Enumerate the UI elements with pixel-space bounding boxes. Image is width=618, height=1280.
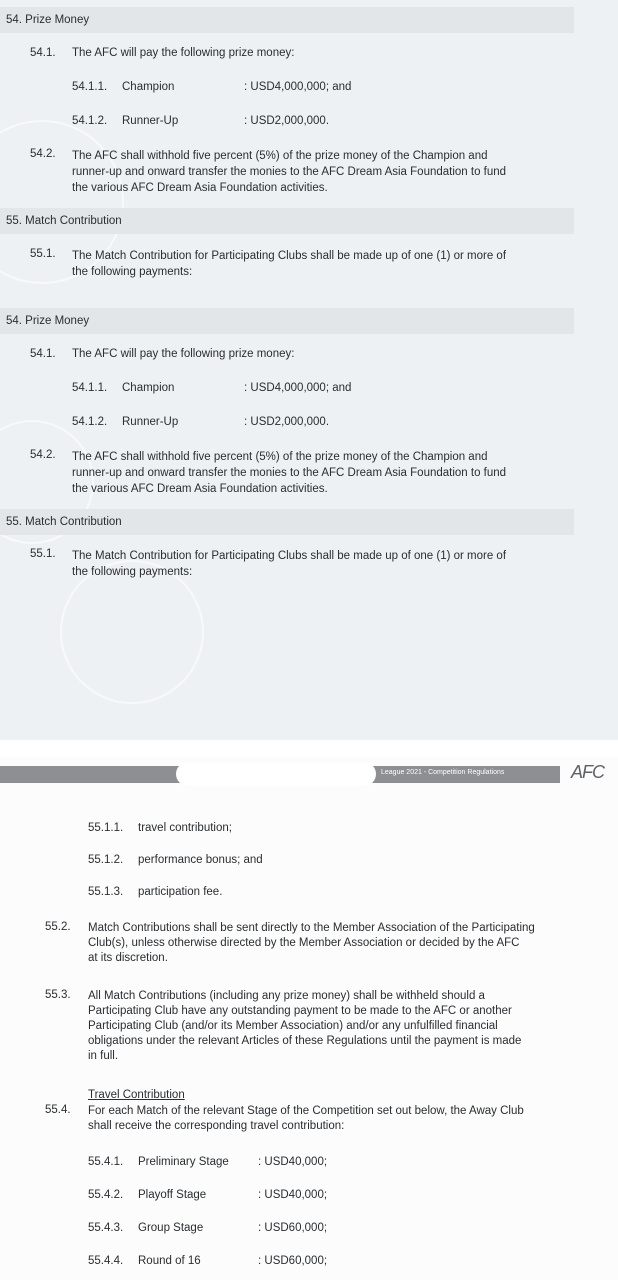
text-line: Participating Club (and/or its Member Association) and/or any unfulfilled financial xyxy=(88,1020,498,1032)
section-title: 54. Prize Money xyxy=(6,14,90,26)
section-title: 54. Prize Money xyxy=(6,315,90,327)
text-line: runner-up and onward transfer the monies to the AFC Dream Asia Foundation to fund xyxy=(72,467,507,479)
clause-text-distribution xyxy=(88,921,588,966)
clause-number: 55.4.4. xyxy=(88,1255,124,1267)
clause-number: 55.4. xyxy=(45,1104,71,1116)
clause-text-match-contribution xyxy=(72,548,572,580)
stage-label: Preliminary Stage xyxy=(138,1156,229,1168)
clause-number: 55.2. xyxy=(45,921,71,933)
text-line: the following payments: xyxy=(72,566,193,578)
clause-number: 54.1. xyxy=(30,348,56,360)
clause-number: 54.2. xyxy=(30,148,56,160)
section-title: 55. Match Contribution xyxy=(6,516,122,528)
payment-item: travel contribution; xyxy=(138,822,232,834)
section-header-match-contribution xyxy=(0,509,574,535)
clause-text-withhold xyxy=(72,148,572,196)
watermark-circle-2 xyxy=(60,560,204,704)
text-line: All Match Contributions (including any prize money) shall be withheld should a xyxy=(88,990,485,1002)
prize-value-runner-up: : USD2,000,000. xyxy=(244,115,330,127)
clause-number: 54.1.1. xyxy=(72,81,108,93)
text-line: at its discretion. xyxy=(88,952,168,964)
clause-number: 55.4.1. xyxy=(88,1156,124,1168)
section-header-prize-money xyxy=(0,308,574,334)
text-line: The Match Contribution for Participating Clubs shall be made up of one (1) or more of xyxy=(72,550,507,562)
text-line: Club(s), unless otherwise directed by the Member Association or decided by the AFC xyxy=(88,937,520,949)
clause-text: The AFC will pay the following prize money: xyxy=(72,348,295,360)
page-gap xyxy=(0,740,618,758)
section-title: 55. Match Contribution xyxy=(6,215,122,227)
prize-label-runner-up: Runner-Up xyxy=(122,416,179,428)
stage-value: : USD60,000; xyxy=(258,1255,328,1267)
clause-number: 54.2. xyxy=(30,449,56,461)
clause-text: The AFC will pay the following prize money: xyxy=(72,47,295,59)
payment-item: participation fee. xyxy=(138,886,223,898)
clause-text-withhold xyxy=(72,449,572,497)
clause-text-travel xyxy=(88,1104,588,1134)
prize-label-champion: Champion xyxy=(122,81,175,93)
stage-label: Playoff Stage xyxy=(138,1189,207,1201)
clause-number: 55.1. xyxy=(30,248,56,260)
text-line: the following payments: xyxy=(72,266,193,278)
text-line: runner-up and onward transfer the monies to the AFC Dream Asia Foundation to fund xyxy=(72,166,507,178)
text-line: the various AFC Dream Asia Foundation activities. xyxy=(72,483,328,495)
section-header-match-contribution xyxy=(0,208,574,234)
clause-number: 55.4.3. xyxy=(88,1222,124,1234)
clause-text-match-contribution xyxy=(72,248,572,280)
text-line: Participating Club have any outstanding payment to be made to the AFC or another xyxy=(88,1005,512,1017)
clause-number: 55.1.1. xyxy=(88,822,124,834)
subheading-travel-contribution: Travel Contribution xyxy=(88,1089,185,1101)
stage-value: : USD40,000; xyxy=(258,1156,328,1168)
clause-number: 54.1.2. xyxy=(72,416,108,428)
text-line: The AFC shall withhold five percent (5%) of the prize money of the Champion and xyxy=(72,451,488,463)
clause-number: 54.1. xyxy=(30,47,56,59)
prize-value-champion: : USD4,000,000; and xyxy=(244,382,352,394)
redacted-pill xyxy=(176,762,376,786)
stage-value: : USD40,000; xyxy=(258,1189,328,1201)
text-line: obligations under the relevant Articles of these Regulations until the payment is made xyxy=(88,1035,522,1047)
afc-logo: AFC xyxy=(571,762,604,782)
prize-value-runner-up: : USD2,000,000. xyxy=(244,416,330,428)
text-line: Match Contributions shall be sent directly to the Member Association of the Participating xyxy=(88,922,535,934)
prize-value-champion: : USD4,000,000; and xyxy=(244,81,352,93)
text-line: the various AFC Dream Asia Foundation activities. xyxy=(72,182,328,194)
text-line: For each Match of the relevant Stage of the Competition set out below, the Away Club xyxy=(88,1105,524,1117)
prize-label-runner-up: Runner-Up xyxy=(122,115,179,127)
text-line: shall receive the corresponding travel contribution: xyxy=(88,1120,345,1132)
text-line: in full. xyxy=(88,1050,119,1062)
prize-label-champion: Champion xyxy=(122,382,175,394)
clause-number: 54.1.2. xyxy=(72,115,108,127)
clause-number: 54.1.1. xyxy=(72,382,108,394)
payment-item: performance bonus; and xyxy=(138,854,263,866)
section-header-prize-money xyxy=(0,7,574,33)
text-line: The AFC shall withhold five percent (5%) of the prize money of the Champion and xyxy=(72,150,488,162)
clause-number: 55.1.2. xyxy=(88,854,124,866)
stage-label: Group Stage xyxy=(138,1222,204,1234)
stage-value: : USD60,000; xyxy=(258,1222,328,1234)
document-title: League 2021 - Competition Regulations xyxy=(381,769,505,776)
clause-text-withholding xyxy=(88,989,588,1064)
clause-number: 55.1.3. xyxy=(88,886,124,898)
stage-label: Round of 16 xyxy=(138,1255,201,1267)
text-line: The Match Contribution for Participating Clubs shall be made up of one (1) or more of xyxy=(72,250,507,262)
clause-number: 55.3. xyxy=(45,989,71,1001)
clause-number: 55.4.2. xyxy=(88,1189,124,1201)
clause-number: 55.1. xyxy=(30,548,56,560)
